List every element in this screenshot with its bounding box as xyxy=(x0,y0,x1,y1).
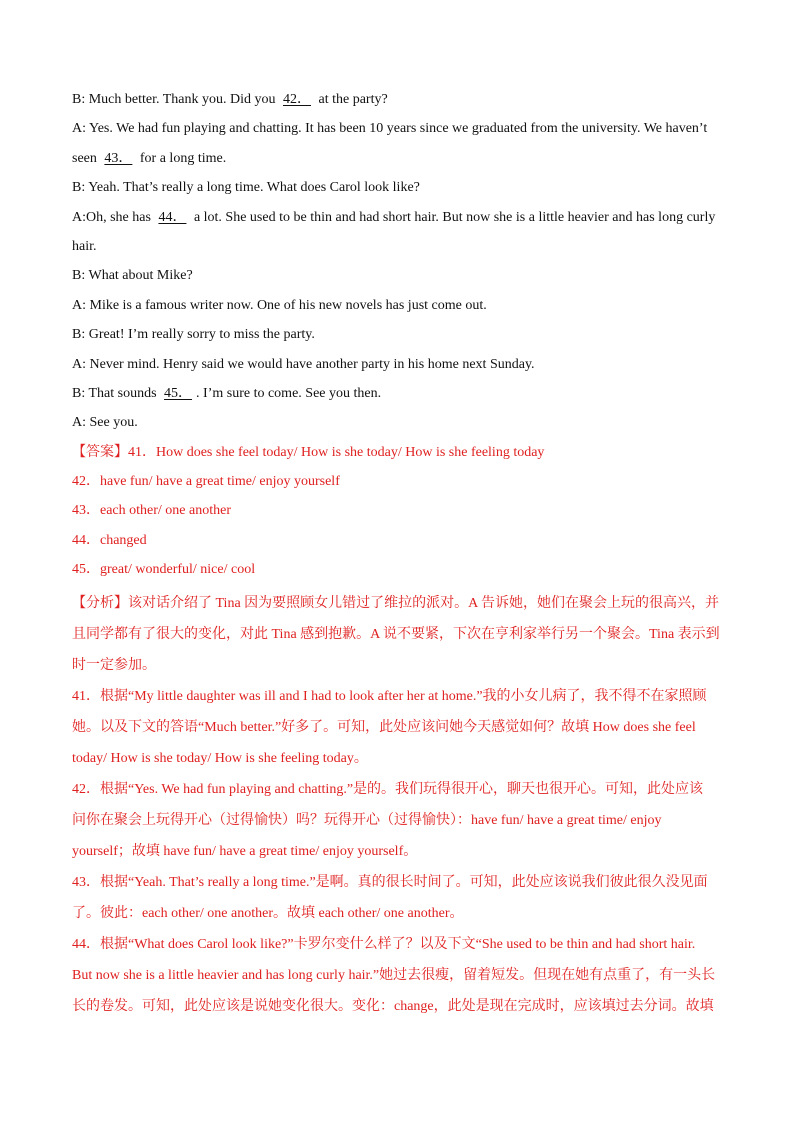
answer-line: 42．have fun/ have a great time/ enjoy yourself xyxy=(72,474,340,490)
dialogue-line xyxy=(72,90,728,110)
line-text: B: What about Mike? xyxy=(72,268,193,284)
analysis-line: But now she is a little heavier and has long curly hair.”她过去很瘦，留着短发。但现在她有点重了，有一头长 xyxy=(72,967,716,983)
analysis-paragraph xyxy=(72,774,728,867)
line-text: for a long time. xyxy=(136,150,227,166)
analysis-paragraph xyxy=(72,588,728,681)
analysis-line: 43．根据“Yeah. That’s really a long time.”是啊。真的很长时间了。可知，此处应该说我们彼此很久没见面 xyxy=(72,874,708,890)
analysis-line: 她。以及下文的答语“Much better.”好多了。可知，此处应该问她今天感觉如何？故填 How does she feel xyxy=(72,719,696,735)
analysis-line: 时一定参加。 xyxy=(72,657,156,673)
dialogue-line xyxy=(72,384,728,404)
line-text: A: See you. xyxy=(72,415,138,431)
answer-line: 43．each other/ one another xyxy=(72,503,231,519)
dialogue xyxy=(72,90,728,433)
line-text: A:Oh, she has xyxy=(72,209,155,225)
line-text: seen xyxy=(72,150,101,166)
analysis-line: 了。彼此：each other/ one another。故填 each other/ one another。 xyxy=(72,905,464,921)
answer-line: 【答案】41．How does she feel today/ How is she today/ How is she feeling today xyxy=(72,444,545,460)
analysis-line: 问你在聚会上玩得开心（过得愉快）吗？玩得开心（过得愉快）：have fun/ have a great time/ enjoy xyxy=(72,812,662,828)
blank-42: 42． xyxy=(283,92,311,107)
line-text: B: That sounds xyxy=(72,385,161,401)
dialogue-line xyxy=(72,149,728,169)
dialogue-line xyxy=(72,119,728,139)
analysis-paragraph xyxy=(72,681,728,774)
analysis xyxy=(72,588,728,1022)
analysis-line: today/ How is she today/ How is she feeling today。 xyxy=(72,750,368,766)
analysis-line: 长的卷发。可知，此处应该是说她变化很大。变化：change，此处是现在完成时，应该填过去分词。故填 xyxy=(72,998,714,1014)
answer-line: 44．changed xyxy=(72,532,147,548)
content xyxy=(72,90,728,1022)
analysis-line: 42．根据“Yes. We had fun playing and chatting.”是的。我们玩得很开心，聊天也很开心。可知，此处应该 xyxy=(72,781,704,797)
analysis-paragraph xyxy=(72,867,728,929)
line-text: B: Much better. Thank you. Did you xyxy=(72,92,279,107)
dialogue-line xyxy=(72,266,728,286)
line-text: a lot. She used to be thin and had short hair. But now she is a little heavier and has long curly xyxy=(190,209,716,225)
analysis-line: 【分析】该对话介绍了 Tina 因为要照顾女儿错过了维拉的派对。A 告诉她，她们在聚会上玩的很高兴，并 xyxy=(72,595,719,611)
blank-43: 43． xyxy=(104,150,133,166)
analysis-line: 且同学都有了很大的变化，对此 Tina 感到抱歉。A 说不要紧，下次在亨利家举行另一个聚会。Tina 表示到 xyxy=(72,626,720,642)
line-text: . I’m sure to come. See you then. xyxy=(196,385,382,401)
line-text: at the party? xyxy=(315,92,388,107)
dialogue-line xyxy=(72,178,728,198)
analysis-line: 44．根据“What does Carol look like?”卡罗尔变什么样了？以及下文“She used to be thin and had short hair. xyxy=(72,936,696,952)
line-text: A: Yes. We had fun playing and chatting. It has been 10 years since we graduated from the university. We haven’t xyxy=(72,121,708,137)
analysis-line: yourself；故填 have fun/ have a great time/ enjoy yourself。 xyxy=(72,843,418,859)
line-text: A: Never mind. Henry said we would have another party in his home next Sunday. xyxy=(72,356,535,372)
line-text: A: Mike is a famous writer now. One of his new novels has just come out. xyxy=(72,297,487,313)
analysis-paragraph xyxy=(72,929,728,1022)
answers xyxy=(72,443,728,581)
analysis-line: 41．根据“My little daughter was ill and I had to look after her at home.”我的小女儿病了，我不得不在家照顾 xyxy=(72,688,707,704)
line-text: B: Great! I’m really sorry to miss the party. xyxy=(72,327,315,343)
blank-45: 45． xyxy=(164,385,193,401)
dialogue-line xyxy=(72,296,728,316)
line-text: B: Yeah. That’s really a long time. What does Carol look like? xyxy=(72,180,420,196)
dialogue-line xyxy=(72,237,728,257)
dialogue-line xyxy=(72,413,728,433)
dialogue-line xyxy=(72,325,728,345)
answer-line: 45．great/ wonderful/ nice/ cool xyxy=(72,562,256,578)
dialogue-line xyxy=(72,208,728,228)
line-text: hair. xyxy=(72,238,97,254)
blank-44: 44． xyxy=(158,209,187,225)
dialogue-line xyxy=(72,355,728,375)
